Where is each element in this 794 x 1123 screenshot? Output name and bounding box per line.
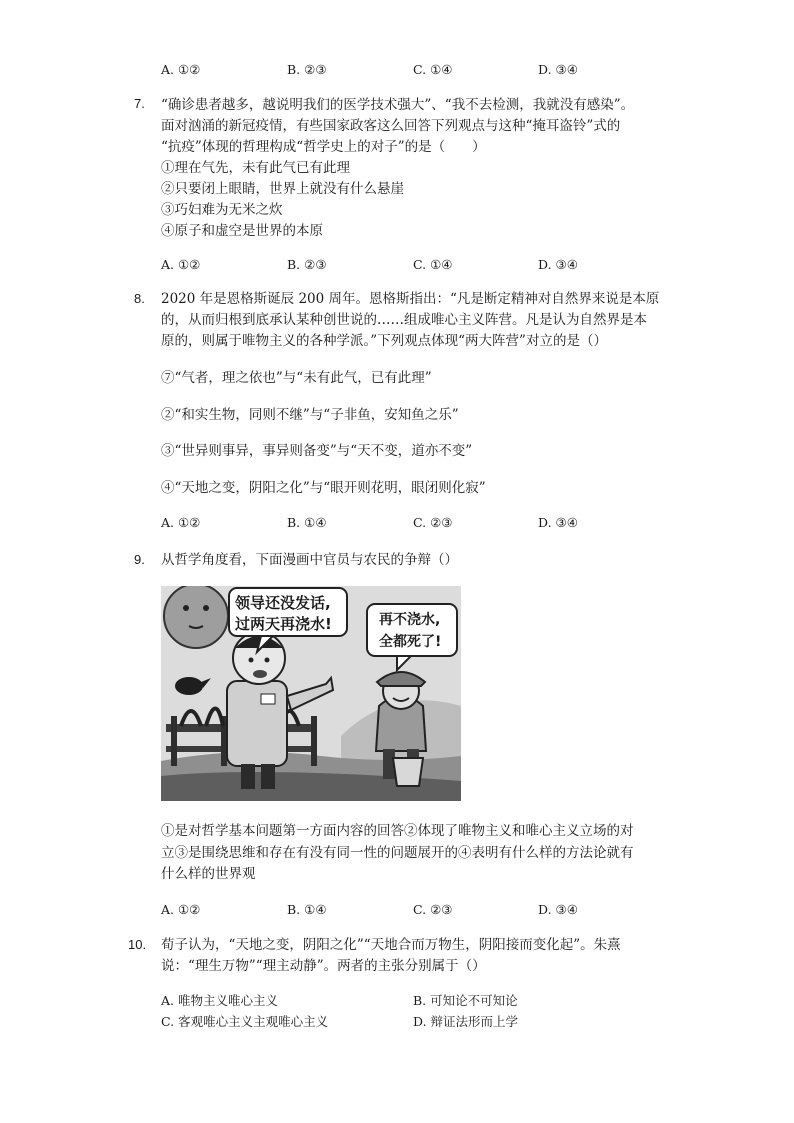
q6-option-c[interactable]: C. ①④ (413, 62, 453, 77)
q9-item-line: ①是对哲学基本问题第一方面内容的回答②体现了唯物主义和唯心主义立场的对 (161, 823, 634, 839)
q9-stem: 从哲学角度看，下面漫画中官员与农民的争辩（） (161, 552, 458, 568)
q9-option-c[interactable]: C. ②③ (413, 902, 453, 917)
q8-option-b[interactable]: B. ①④ (287, 515, 327, 530)
q7-item: ③巧妇难为无米之炊 (161, 202, 283, 218)
q8-stem-line: 的，从而归根到底承认某种创世说的……组成唯心主义阵营。凡是认为自然界是本 (161, 312, 647, 328)
q6-option-b[interactable]: B. ②③ (287, 62, 327, 77)
q7-stem-line: 面对汹涌的新冠疫情，有些国家政客这么回答下列观点与这种“掩耳盗铃”式的 (161, 118, 621, 134)
q10-option-d[interactable]: D. 辩证法形而上学 (413, 1014, 519, 1029)
q8-option-c[interactable]: C. ②③ (413, 515, 453, 530)
q7-item: ②只要闭上眼睛，世界上就没有什么悬崖 (161, 181, 404, 197)
q8-number: 8. (134, 291, 145, 306)
q10-option-a[interactable]: A. 唯物主义唯心主义 (161, 993, 278, 1008)
q9-option-d[interactable]: D. ③④ (538, 902, 578, 917)
q7-stem-line: “抗疫”体现的哲理构成“哲学史上的对子”的是（ ） (161, 139, 486, 155)
comic-official-speech: 过两天再浇水! (235, 615, 332, 633)
q8-option-a[interactable]: A. ①② (161, 515, 201, 530)
q8-item: ④“天地之变，阴阳之化”与“眼开则花明，眼闭则化寂” (161, 480, 486, 496)
q9-option-a[interactable]: A. ①② (161, 902, 201, 917)
q9-option-b[interactable]: B. ①④ (287, 902, 327, 917)
q7-item: ①理在气先，未有此气已有此理 (161, 160, 350, 176)
q8-item: ⑦“气者，理之依也”与“未有此气，已有此理” (161, 370, 432, 386)
q10-stem-line: 说：“理生万物”“理主动静”。两者的主张分别属于（） (161, 958, 486, 974)
q7-option-c[interactable]: C. ①④ (413, 257, 453, 272)
q7-item: ④原子和虚空是世界的本原 (161, 223, 323, 239)
comic-image (161, 586, 461, 801)
comic-farmer-speech: 再不浇水, (379, 612, 441, 628)
q7-option-a[interactable]: A. ①② (161, 257, 201, 272)
q10-option-b[interactable]: B. 可知论不可知论 (413, 993, 518, 1008)
q8-item: ②“和实生物，同则不继”与“子非鱼，安知鱼之乐” (161, 407, 459, 423)
q8-item: ③“世异则事异，事异则备变”与“天不变，道亦不变” (161, 443, 473, 459)
comic-official-speech: 领导还没发话, (235, 594, 331, 612)
q9-number: 9. (134, 552, 145, 567)
q10-stem-line: 荀子认为，“天地之变，阴阳之化”“天地合而万物生，阴阳接而变化起”。朱熹 (161, 937, 621, 953)
q9-item-line: 立③是围绕思维和存在有没有同一性的问题展开的④表明有什么样的方法论就有 (161, 845, 634, 861)
q7-option-d[interactable]: D. ③④ (538, 257, 578, 272)
q8-option-d[interactable]: D. ③④ (538, 515, 578, 530)
q8-stem-line: 2020 年是恩格斯诞辰 200 周年。恩格斯指出：“凡是断定精神对自然界来说是本原 (161, 291, 660, 307)
q10-number: 10. (128, 937, 147, 952)
q6-option-d[interactable]: D. ③④ (538, 62, 578, 77)
q7-option-b[interactable]: B. ②③ (287, 257, 327, 272)
q8-stem-line: 原的，则属于唯物主义的各种学派。”下列观点体现“两大阵营”对立的是（） (161, 333, 607, 349)
comic-farmer-speech: 全都死了! (379, 634, 442, 650)
q10-option-c[interactable]: C. 客观唯心主义主观唯心主义 (161, 1014, 329, 1029)
q6-option-a[interactable]: A. ①② (161, 62, 201, 77)
q7-number: 7. (134, 96, 145, 111)
q7-stem-line: “确诊患者越多，越说明我们的医学技术强大”、“我不去检测，我就没有感染”。 (161, 97, 635, 113)
q9-item-line: 什么样的世界观 (161, 866, 256, 882)
